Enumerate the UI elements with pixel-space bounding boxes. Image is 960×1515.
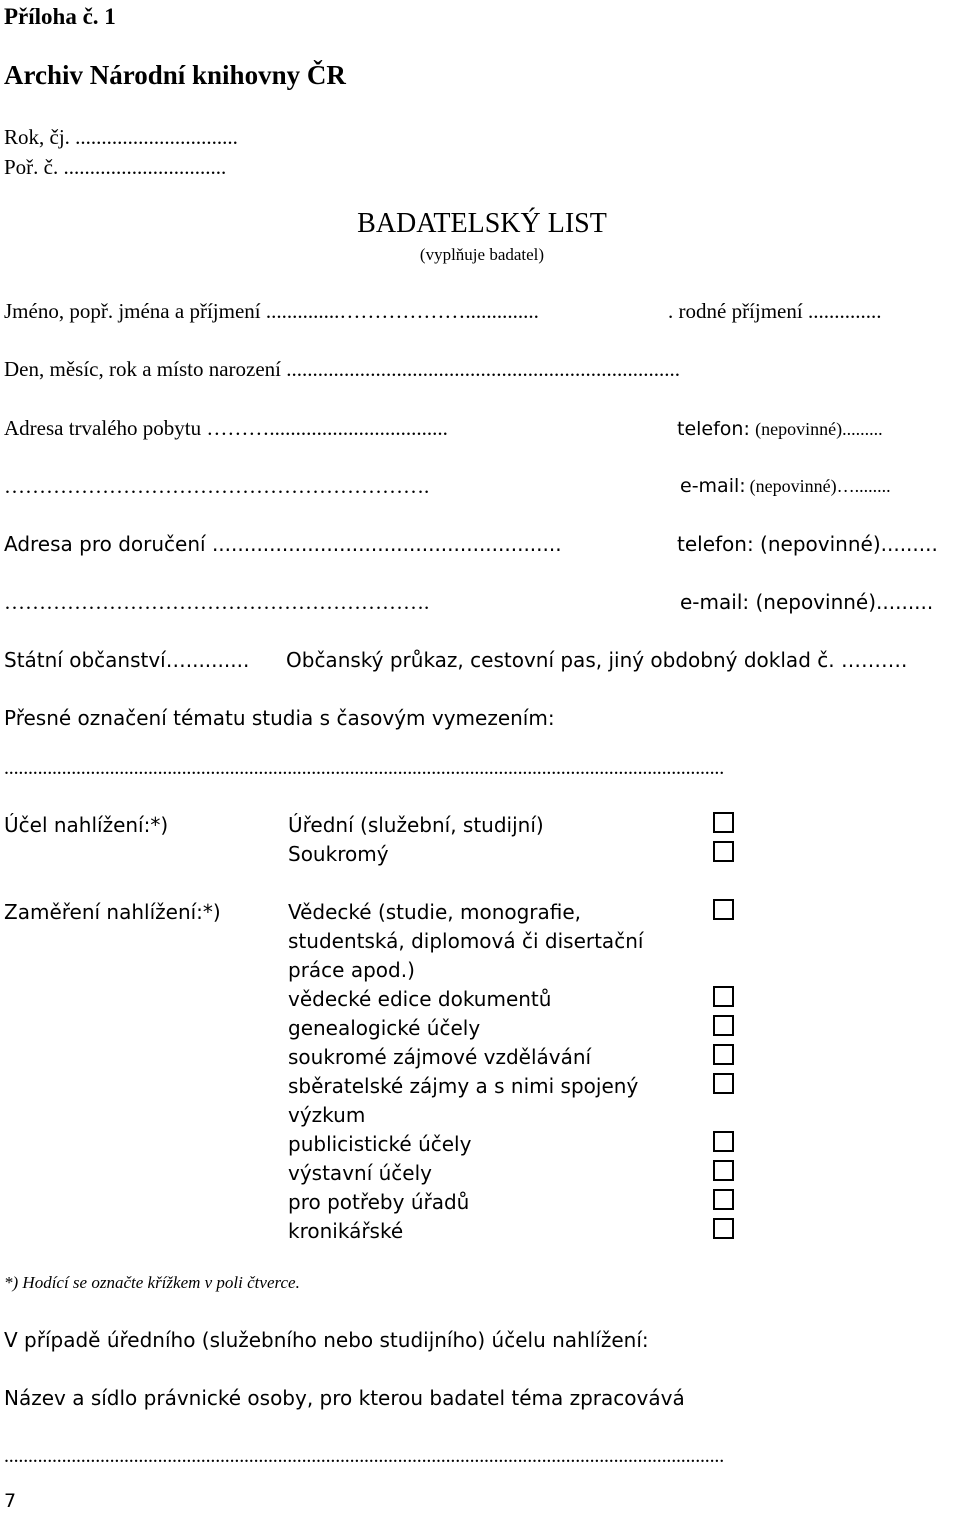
delivery-address-field: Adresa pro doručení ....................................................... [4,532,562,556]
focus-editions-checkbox[interactable] [713,986,734,1007]
focus-journalism-checkbox[interactable] [713,1131,734,1152]
focus-option-authorities: pro potřeby úřadů [288,1190,470,1214]
footnote: *) Hodící se označte křížkem v poli čtverce. [4,1273,300,1292]
focus-option-scientific: Vědecké (studie, monografie, [288,900,582,924]
focus-label: Zaměření nahlížení:*) [4,900,221,924]
page-number: 7 [4,1490,17,1512]
residence-phone-label: telefon: [677,418,750,440]
focus-private-education-checkbox[interactable] [713,1044,734,1065]
focus-option-editions: vědecké edice dokumentů [288,987,552,1011]
purpose-label: Účel nahlížení:*) [4,813,169,837]
focus-authorities-checkbox[interactable] [713,1189,734,1210]
purpose-option-official: Úřední (služební, studijní) [288,813,544,837]
focus-chronicle-checkbox[interactable] [713,1218,734,1239]
focus-option-genealogy: genealogické účely [288,1016,481,1040]
birth-field: Den, měsíc, rok a místo narození ........................................................................... [4,357,680,381]
order-number: Poř. č. ............................... [4,155,227,179]
focus-option-scientific-line3: práce apod.) [288,958,415,982]
study-topic-line: ...................................................................................................................................................... [4,757,725,779]
residence-phone-note: (nepovinné)......... [755,419,883,439]
focus-collecting-checkbox[interactable] [713,1073,734,1094]
form-title: BADATELSKÝ LIST [357,208,607,239]
archive-name: Archiv Národní knihovny ČR [4,60,346,90]
delivery-continuation: ……………………………………………………. [4,590,430,614]
form-subtitle: (vyplňuje badatel) [419,245,545,264]
birth-surname-field: . rodné příjmení .............. [668,299,882,323]
focus-option-chronicle: kronikářské [288,1219,404,1243]
focus-option-collecting: sběratelské zájmy a s nimi spojený [288,1074,639,1098]
study-topic-label: Přesné označení tématu studia s časovým vymezením: [4,706,555,730]
residence-email-note: (nepovinné)…........ [749,476,891,496]
organization-line: ...................................................................................................................................................... [4,1445,725,1467]
id-document-field: Občanský průkaz, cestovní pas, jiný obdobný doklad č. ………. [286,648,908,672]
purpose-official-checkbox[interactable] [713,812,734,833]
focus-option-scientific-line2: studentská, diplomová či disertační [288,929,644,953]
focus-option-exhibition: výstavní účely [288,1161,432,1185]
focus-exhibition-checkbox[interactable] [713,1160,734,1181]
focus-option-collecting-line2: výzkum [288,1103,366,1127]
organization-label: Název a sídlo právnické osoby, pro kterou badatel téma zpracovává [4,1386,685,1410]
focus-option-private-education: soukromé zájmové vzdělávání [288,1045,592,1069]
delivery-phone-field: telefon: (nepovinné)......... [677,532,938,556]
appendix-heading: Příloha č. 1 [4,4,116,29]
focus-option-journalism: publicistické účely [288,1132,472,1156]
official-heading: V případě úředního (služebního nebo studijního) účelu nahlížení: [4,1328,649,1352]
residence-field: Adresa trvalého pobytu ……….................................. [4,416,448,440]
focus-scientific-checkbox[interactable] [713,899,734,920]
focus-genealogy-checkbox[interactable] [713,1015,734,1036]
delivery-email-field: e-mail: (nepovinné)......... [680,590,934,614]
name-field: Jméno, popř. jména a příjmení ..............……………….............. [4,299,539,323]
year-reference: Rok, čj. ............................... [4,125,238,149]
purpose-option-private: Soukromý [288,842,389,866]
residence-email-label: e-mail: [680,475,746,497]
citizenship-field: Státní občanství….......... [4,648,250,672]
residence-continuation: ……………………………………………………. [4,474,430,498]
purpose-private-checkbox[interactable] [713,841,734,862]
